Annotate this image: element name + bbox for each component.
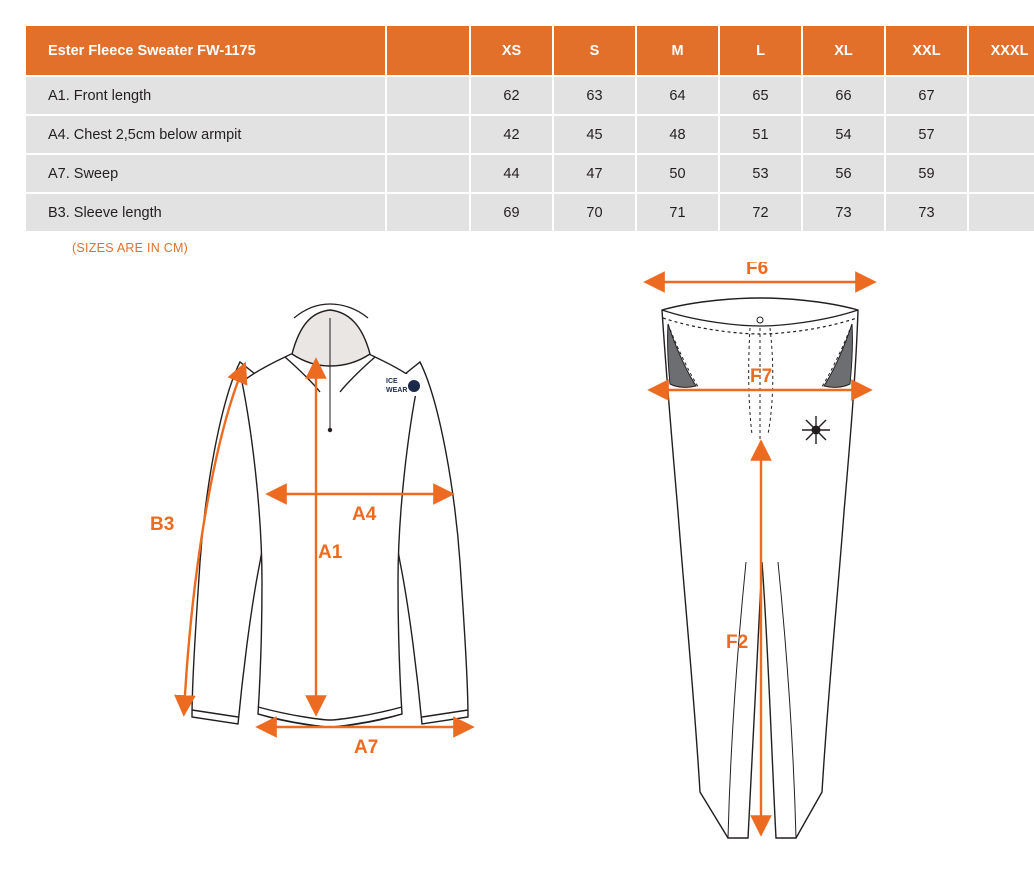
table-row: [25, 115, 1034, 154]
dimension-label-f7: F7: [750, 366, 773, 387]
value-b3-xxxl: [968, 193, 1034, 232]
blank-cell: [386, 193, 470, 232]
table-row: [25, 76, 1034, 115]
value-a4-m: 48: [636, 115, 719, 154]
measure-label-a1: A1. Front length: [25, 76, 386, 115]
dimension-f6: [648, 262, 872, 282]
value-a4-xxxl: [968, 115, 1034, 154]
measure-label-b3: B3. Sleeve length: [25, 193, 386, 232]
table-header-row: [25, 25, 1034, 76]
value-a1-xxxl: [968, 76, 1034, 115]
value-b3-s: 70: [553, 193, 636, 232]
value-a1-xl: 66: [802, 76, 885, 115]
value-a7-xl: 56: [802, 154, 885, 193]
brand-logo: [383, 374, 423, 396]
dimension-label-b3: B3: [150, 514, 175, 535]
dimension-label-f2: F2: [726, 632, 749, 653]
blank-cell: [386, 154, 470, 193]
illustration-area: [0, 262, 1034, 882]
value-a1-xxl: 67: [885, 76, 968, 115]
brand-logo-line2: WEAR: [386, 387, 408, 394]
size-header-xl: XL: [802, 25, 885, 76]
pants-illustration: [600, 262, 920, 862]
value-b3-xxl: 73: [885, 193, 968, 232]
dimension-label-f6: F6: [746, 262, 769, 279]
value-a1-s: 63: [553, 76, 636, 115]
sweater-collar: [292, 304, 370, 366]
value-a4-l: 51: [719, 115, 802, 154]
value-a4-xl: 54: [802, 115, 885, 154]
table-row: [25, 193, 1034, 232]
value-b3-l: 72: [719, 193, 802, 232]
size-header-xxl: XXL: [885, 25, 968, 76]
value-a4-xxl: 57: [885, 115, 968, 154]
blank-cell: [386, 115, 470, 154]
brand-logo-line1: ICE: [386, 378, 398, 385]
dimension-a7: [260, 727, 470, 758]
waist-button: [757, 317, 763, 323]
value-a1-l: 65: [719, 76, 802, 115]
size-header-l: L: [719, 25, 802, 76]
value-b3-xl: 73: [802, 193, 885, 232]
measure-label-a4: A4. Chest 2,5cm below armpit: [25, 115, 386, 154]
value-a4-xs: 42: [470, 115, 553, 154]
value-a7-xs: 44: [470, 154, 553, 193]
dimension-label-a1: A1: [318, 542, 343, 563]
measure-label-a7: A7. Sweep: [25, 154, 386, 193]
value-b3-m: 71: [636, 193, 719, 232]
value-a4-s: 45: [553, 115, 636, 154]
value-b3-xs: 69: [470, 193, 553, 232]
value-a7-xxl: 59: [885, 154, 968, 193]
size-table: [24, 24, 1034, 233]
value-a7-l: 53: [719, 154, 802, 193]
units-note: (SIZES ARE IN CM): [72, 241, 189, 255]
value-a7-s: 47: [553, 154, 636, 193]
dimension-label-a7: A7: [354, 737, 379, 758]
product-title-header: Ester Fleece Sweater FW-1175: [25, 25, 386, 76]
size-table-body: [25, 76, 1034, 232]
snowflake-icon: [802, 416, 830, 444]
size-header-m: M: [636, 25, 719, 76]
value-a1-m: 64: [636, 76, 719, 115]
value-a7-xxxl: [968, 154, 1034, 193]
size-table-header: [25, 25, 1034, 76]
dimension-label-a4: A4: [352, 504, 377, 525]
sweater-illustration: [130, 262, 570, 822]
size-header-xs: XS: [470, 25, 553, 76]
value-a1-xs: 62: [470, 76, 553, 115]
table-row: [25, 154, 1034, 193]
value-a7-m: 50: [636, 154, 719, 193]
size-header-xxxl: XXXL: [968, 25, 1034, 76]
size-header-s: S: [553, 25, 636, 76]
blank-cell: [386, 76, 470, 115]
blank-header: [386, 25, 470, 76]
